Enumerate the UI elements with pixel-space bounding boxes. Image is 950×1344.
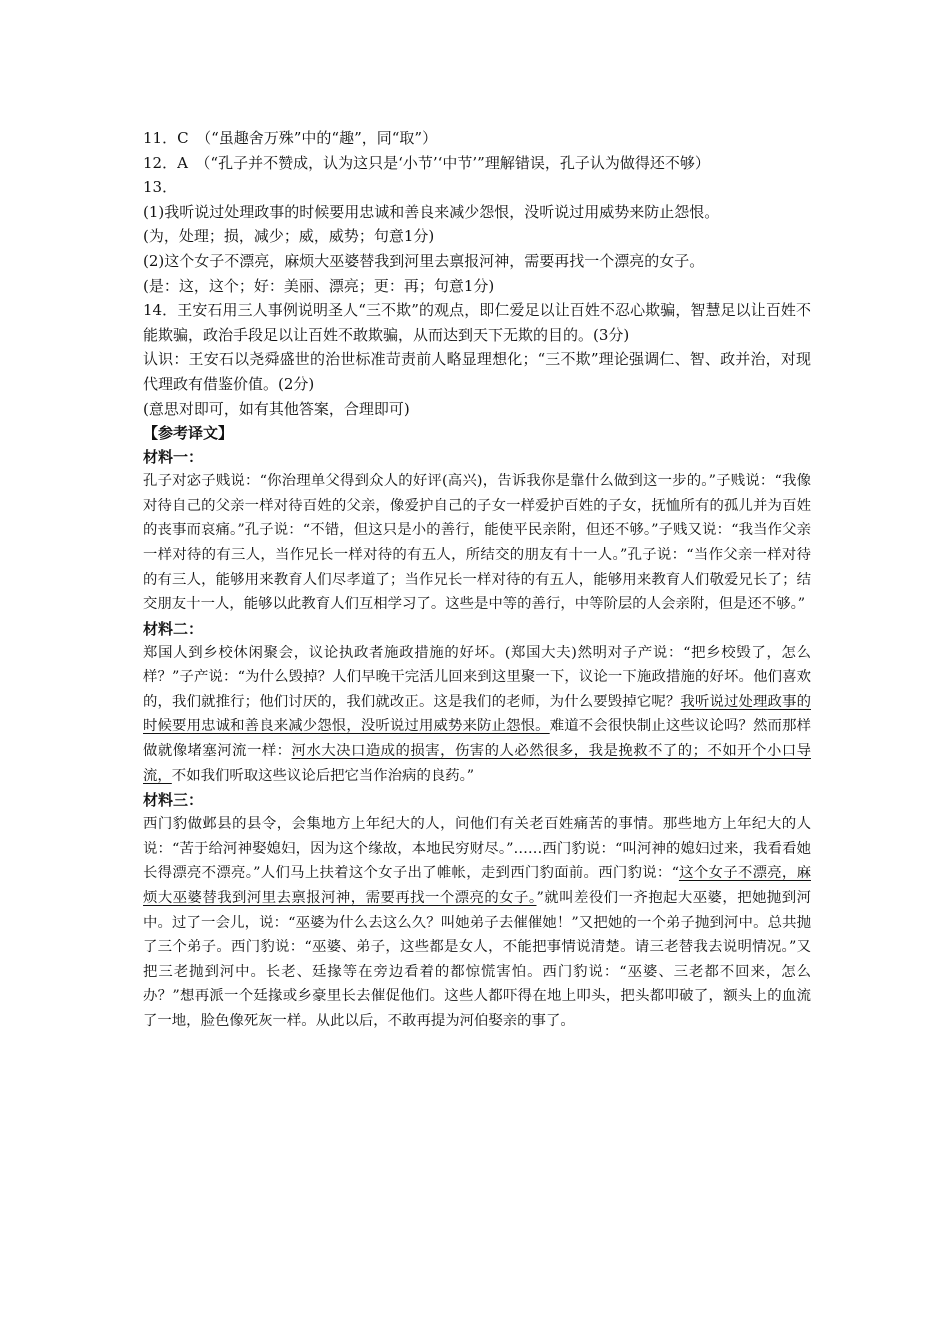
answer-content [143,126,811,1034]
material-2-part-b: 难道不会很快制止这些议论吗？然而那样做就像堵塞河流一样： [143,718,811,760]
material-2-underline-2: 河水大决口造成的损害，伤害的人必然很多，我是挽救不了的；不如开个小口导流， [143,743,811,784]
answer-13-2: (2)这个女子不漂亮，麻烦大巫婆替我到河里去禀报河神，需要再找一个漂亮的女子。 [143,251,705,270]
answer-13-number: 13． [143,178,178,197]
answer-13-1: (1)我听说过处理政事的时候要用忠诚和善良来减少怨恨，没听说过用威势来防止怨恨。 [143,202,720,221]
material-3-heading: 材料三： [143,791,204,810]
material-2-part-c: 不如我们听取这些议论后把它当作治病的良药。” [171,767,475,784]
translation-heading: 【参考译文】 [143,424,234,443]
material-3-part-b: ”就叫差役们一齐抱起大巫婆，把她抛到河中。过了一会儿，说：“巫婆为什么去这么久？叫她弟子去催催她！”又把她的一个弟子抛到河中。总共抛了三个弟子。西门豹说：“巫婆、弟子，这些都是女人，不能把事情说清楚。请三老替我去说明情况。”又把三老抛到河中。长老、廷掾等在旁边看着的都惊慌害怕。西门豹说：“巫婆、三老都不回来，怎么办？”想再派一个廷掾或乡豪里长去催促他们。这些人都吓得在地上叩头，把头都叩破了，额头上的血流了一地，脸色像死灰一样。从此以后，不敢再提为河伯娶亲的事了。 [143,890,811,1029]
material-2-text [143,641,811,789]
material-3-part-a: 西门豹做邺县的县令，会集地方上年纪大的人，问他们有关老百姓痛苦的事情。那些地方上年纪大的人说：“苦于给河神娶媳妇，因为这个缘故，本地民穷财尽。”……西门豹说：“叫河神的媳妇过来，我看看她长得漂亮不漂亮。”人们马上扶着这个女子出了帷帐，走到西门豹面前。西门豹说：“ [143,816,811,882]
material-2-heading: 材料二： [143,619,204,638]
answer-13-1-note: (为，处理；损，减少；威，威势；句意1分) [143,227,435,246]
answer-12: 12．A （“孔子并不赞成，认为这只是‘小节’‘中节’”理解错误，孔子认为做得还不够） [143,153,710,172]
material-1-heading: 材料一： [143,448,204,467]
material-2-underline-1: 我听说过处理政事的时候要用忠诚和善良来减少怨恨，没听说过用威势来防止怨恨。 [143,693,811,735]
answer-14: 14．王安石用三人事例说明圣人“三不欺”的观点，即仁爱足以让百姓不忍心欺骗，智慧足以让百姓不能欺骗，政治手段足以让百姓不敢欺骗，从而达到天下无欺的目的。(3分) [143,301,811,344]
material-1-text: 孔子对宓子贱说：“你治理单父得到众人的好评(高兴)，告诉我你是靠什么做到这一步的。”子贱说：“我像对待自己的父亲一样对待百姓的父亲，像爱护自己的子女一样爱护百姓的子女，抚恤所有的孤儿并为百姓的丧事而哀痛。”孔子说：“不错，但这只是小的善行，能使平民亲附，但还不够。”子贱又说：“我当作父亲一样对待的有三人，当作兄长一样对待的有五人，所结交的朋友有十一人。”孔子说：“当作父亲一样对待的有三人，能够用来教育人们尽孝道了；当作兄长一样对待的有五人，能够用来教育人们敬爱兄长了；结交朋友十一人，能够以此教育人们互相学习了。这些是中等的善行，中等阶层的人会亲附，但是还不够。” [143,473,811,613]
answer-14-view: 认识：王安石以尧舜盛世的治世标准苛责前人略显理想化；“三不欺”理论强调仁、智、政并治，对现代理政有借鉴价值。(2分) [143,350,811,393]
answer-14-note: (意思对即可，如有其他答案，合理即可) [143,399,410,418]
material-3-text [143,812,811,1033]
answer-13-2-note: (是：这，这个；好：美丽、漂亮；更：再；句意1分) [143,276,495,295]
material-3-underline-1: 这个女子不漂亮，麻烦大巫婆替我到河里去禀报河神，需要再找一个漂亮的女子。 [143,865,811,907]
material-2-part-a: 郑国人到乡校休闲聚会，议论执政者施政措施的好坏。(郑国大夫)然明对子产说：“把乡校毁了，怎么样？”子产说：“为什么毁掉？人们早晚干完活儿回来到这里聚一下，议论一下施政措施的好坏。他们喜欢的，我们就推行；他们讨厌的，我们就改正。这是我们的老师，为什么要毁掉它呢？ [143,644,811,710]
answer-11: 11．C （“虽趣舍万殊”中的“趣”，同“取”） [143,129,438,147]
